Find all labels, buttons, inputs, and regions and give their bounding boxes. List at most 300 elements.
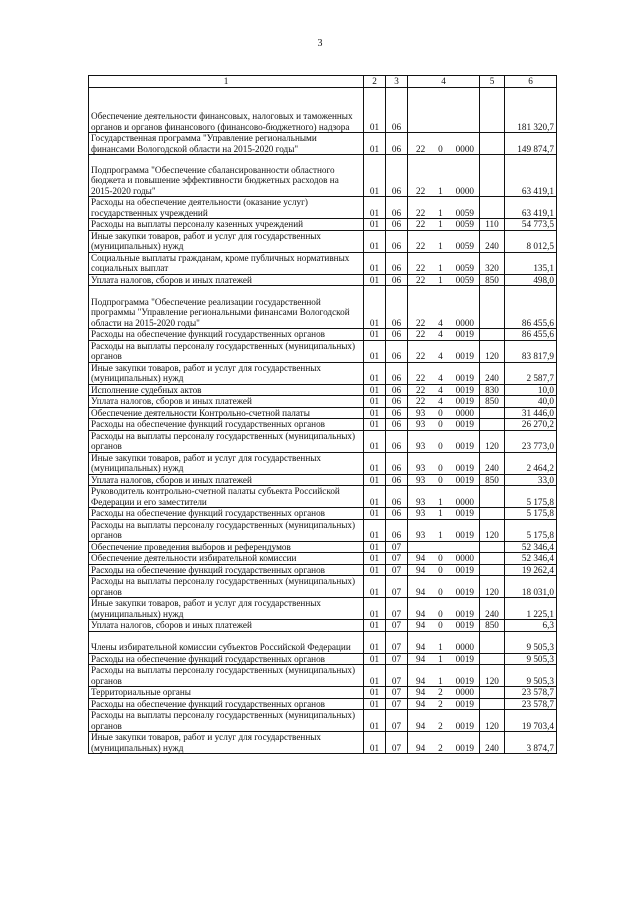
table-row [89, 340, 557, 362]
row-section-code: 01 [364, 553, 386, 565]
target-direction-code: 0000 [455, 317, 474, 328]
target-program-code: 22 [416, 185, 426, 196]
table-row [89, 396, 557, 408]
row-name: Государственная программа "Управление региональными финансами Вологодской области на 2015-2020 годы" [89, 133, 364, 155]
row-expense-type-code [480, 419, 505, 431]
row-expense-type-code [480, 553, 505, 565]
row-subsection-code: 06 [386, 88, 408, 133]
target-direction-code: 0019 [455, 720, 474, 731]
row-expense-type-code: 120 [480, 340, 505, 362]
target-program-code: 22 [416, 219, 426, 229]
row-section-code: 01 [364, 430, 386, 452]
table-row [89, 362, 557, 384]
row-name: Иные закупки товаров, работ и услуг для государственных (муниципальных) нужд [89, 362, 364, 384]
row-section-code: 01 [364, 329, 386, 341]
row-target-article [408, 631, 480, 653]
row-subsection-code: 06 [386, 286, 408, 329]
row-subsection-code: 06 [386, 486, 408, 508]
target-subprogram-code: 2 [438, 742, 443, 753]
row-name: Иные закупки товаров, работ и услуг для государственных (муниципальных) нужд [89, 452, 364, 474]
target-program-code: 93 [416, 508, 426, 518]
target-direction-code: 0059 [455, 263, 474, 273]
target-subprogram-code: 2 [438, 698, 443, 709]
target-direction-code: 0019 [455, 564, 474, 575]
row-target-article [408, 564, 480, 576]
target-program-code: 94 [416, 642, 426, 652]
row-expense-type-code [480, 155, 505, 197]
target-program-code: 94 [416, 687, 426, 697]
row-subsection-code: 06 [386, 384, 408, 396]
table-row [89, 230, 557, 252]
row-section-code: 01 [364, 631, 386, 653]
row-name: Территориальные органы [89, 687, 364, 699]
row-subsection-code: 06 [386, 474, 408, 486]
row-target-article [408, 486, 480, 508]
row-expense-type-code [480, 541, 505, 553]
row-expense-type-code [480, 407, 505, 419]
table-row [89, 710, 557, 732]
row-name: Исполнение судебных актов [89, 384, 364, 396]
row-target-article [408, 687, 480, 699]
target-program-code: 93 [416, 407, 426, 418]
row-name: Расходы на обеспечение функций государственных органов [89, 653, 364, 665]
row-amount: 63 419,1 [505, 155, 557, 197]
target-subprogram-code: 2 [438, 687, 443, 697]
target-direction-code: 0019 [455, 653, 474, 664]
row-subsection-code: 06 [386, 452, 408, 474]
target-subprogram-code: 0 [438, 586, 443, 597]
table-row [89, 564, 557, 576]
target-direction-code: 0000 [455, 642, 474, 652]
row-expense-type-code: 120 [480, 665, 505, 687]
row-section-code: 01 [364, 452, 386, 474]
row-section-code: 01 [364, 407, 386, 419]
row-subsection-code: 07 [386, 553, 408, 565]
table-row [89, 687, 557, 699]
target-program-code: 93 [416, 419, 426, 429]
table-row [89, 133, 557, 155]
row-name: Расходы на обеспечение функций государственных органов [89, 508, 364, 520]
row-amount: 54 773,5 [505, 219, 557, 231]
row-name: Подпрограмма "Обеспечение сбалансированности областного бюджета и повышение эффективности бюджетных расходов на 2015-2020 годы" [89, 155, 364, 197]
table-row [89, 732, 557, 754]
target-subprogram-code: 0 [438, 419, 443, 429]
row-amount: 19 703,4 [505, 710, 557, 732]
target-program-code: 94 [416, 608, 426, 619]
target-direction-code: 0000 [455, 185, 474, 196]
target-direction-code: 0019 [455, 620, 474, 630]
target-subprogram-code: 1 [438, 642, 443, 652]
target-direction-code: 0000 [455, 496, 474, 507]
row-section-code: 01 [364, 219, 386, 231]
target-program-code: 94 [416, 653, 426, 664]
row-amount: 1 225,1 [505, 598, 557, 620]
row-amount: 23 578,7 [505, 687, 557, 699]
row-amount: 52 346,4 [505, 553, 557, 565]
row-section-code: 01 [364, 732, 386, 754]
row-section-code: 01 [364, 519, 386, 541]
target-subprogram-code: 0 [438, 143, 443, 154]
row-name: Расходы на обеспечение функций государственных органов [89, 564, 364, 576]
row-section-code: 01 [364, 598, 386, 620]
row-subsection-code: 06 [386, 274, 408, 286]
row-subsection-code: 06 [386, 219, 408, 231]
target-subprogram-code: 0 [438, 407, 443, 418]
row-subsection-code: 07 [386, 665, 408, 687]
target-subprogram-code: 0 [438, 608, 443, 619]
row-subsection-code: 07 [386, 698, 408, 710]
row-target-article [408, 197, 480, 219]
row-amount: 23 773,0 [505, 430, 557, 452]
header-col-amount: 6 [505, 76, 557, 88]
target-program-code: 22 [416, 396, 426, 406]
row-name: Иные закупки товаров, работ и услуг для государственных (муниципальных) нужд [89, 732, 364, 754]
row-target-article [408, 286, 480, 329]
target-program-code: 94 [416, 698, 426, 709]
row-expense-type-code: 120 [480, 519, 505, 541]
target-direction-code: 0019 [455, 396, 474, 406]
target-direction-code: 0019 [455, 419, 474, 429]
row-section-code: 01 [364, 230, 386, 252]
row-name: Уплата налогов, сборов и иных платежей [89, 396, 364, 408]
row-expense-type-code [480, 329, 505, 341]
table-row [89, 486, 557, 508]
row-section-code: 01 [364, 274, 386, 286]
table-row [89, 576, 557, 598]
row-amount: 26 270,2 [505, 419, 557, 431]
row-target-article [408, 519, 480, 541]
table-row [89, 508, 557, 520]
row-name: Расходы на выплаты персоналу государственных (муниципальных) органов [89, 576, 364, 598]
row-amount: 40,0 [505, 396, 557, 408]
target-program-code: 93 [416, 463, 426, 473]
row-name: Расходы на обеспечение деятельности (оказание услуг) государственных учреждений [89, 197, 364, 219]
row-expense-type-code: 850 [480, 474, 505, 486]
target-program-code: 22 [416, 263, 426, 273]
row-target-article [408, 653, 480, 665]
row-name: Иные закупки товаров, работ и услуг для государственных (муниципальных) нужд [89, 598, 364, 620]
target-program-code: 22 [416, 329, 426, 339]
row-expense-type-code: 240 [480, 362, 505, 384]
target-program-code: 94 [416, 564, 426, 575]
row-amount: 149 874,7 [505, 133, 557, 155]
table-row [89, 155, 557, 197]
target-subprogram-code: 1 [438, 508, 443, 518]
target-program-code: 93 [416, 530, 426, 540]
row-subsection-code: 06 [386, 252, 408, 274]
target-direction-code: 0019 [455, 742, 474, 753]
target-direction-code: 0019 [455, 530, 474, 540]
row-expense-type-code [480, 286, 505, 329]
row-target-article [408, 396, 480, 408]
row-amount: 135,1 [505, 252, 557, 274]
target-subprogram-code: 0 [438, 553, 443, 563]
target-subprogram-code: 1 [438, 675, 443, 686]
table-row [89, 553, 557, 565]
row-name: Обеспечение деятельности избирательной комиссии [89, 553, 364, 565]
target-subprogram-code: 1 [438, 530, 443, 540]
row-target-article [408, 732, 480, 754]
row-name: Расходы на выплаты персоналу государственных (муниципальных) органов [89, 340, 364, 362]
row-target-article [408, 541, 480, 553]
row-target-article [408, 252, 480, 274]
row-target-article [408, 553, 480, 565]
row-target-article [408, 340, 480, 362]
row-target-article [408, 474, 480, 486]
row-section-code: 01 [364, 653, 386, 665]
row-target-article [408, 407, 480, 419]
row-subsection-code: 07 [386, 631, 408, 653]
target-direction-code: 0019 [455, 329, 474, 339]
row-amount: 5 175,8 [505, 508, 557, 520]
target-subprogram-code: 1 [438, 219, 443, 229]
row-expense-type-code [480, 564, 505, 576]
target-direction-code: 0059 [455, 207, 474, 218]
row-expense-type-code: 240 [480, 732, 505, 754]
target-program-code: 22 [416, 143, 426, 154]
row-target-article [408, 88, 480, 133]
header-col-subsection: 3 [386, 76, 408, 88]
table-row [89, 665, 557, 687]
target-program-code: 22 [416, 373, 426, 383]
table-row [89, 519, 557, 541]
target-direction-code: 0019 [455, 463, 474, 473]
row-name: Расходы на выплаты персоналу казенных учреждений [89, 219, 364, 231]
row-name: Уплата налогов, сборов и иных платежей [89, 474, 364, 486]
target-subprogram-code: 1 [438, 263, 443, 273]
row-subsection-code: 07 [386, 598, 408, 620]
target-subprogram-code: 0 [438, 620, 443, 630]
table-row [89, 541, 557, 553]
row-subsection-code: 07 [386, 576, 408, 598]
target-subprogram-code: 0 [438, 564, 443, 575]
row-section-code: 01 [364, 396, 386, 408]
row-amount: 498,0 [505, 274, 557, 286]
row-amount: 9 505,3 [505, 653, 557, 665]
row-amount: 86 455,6 [505, 329, 557, 341]
row-name: Социальные выплаты гражданам, кроме публичных нормативных социальных выплат [89, 252, 364, 274]
row-amount: 52 346,4 [505, 541, 557, 553]
target-program-code: 93 [416, 496, 426, 507]
table-row [89, 698, 557, 710]
row-expense-type-code [480, 133, 505, 155]
row-section-code: 01 [364, 541, 386, 553]
row-subsection-code: 06 [386, 362, 408, 384]
target-direction-code: 0000 [455, 143, 474, 154]
row-amount: 23 578,7 [505, 698, 557, 710]
target-direction-code: 0019 [455, 441, 474, 451]
row-target-article [408, 384, 480, 396]
row-target-article [408, 329, 480, 341]
row-section-code: 01 [364, 508, 386, 520]
row-expense-type-code: 120 [480, 576, 505, 598]
target-direction-code: 0059 [455, 241, 474, 251]
target-subprogram-code: 4 [438, 373, 443, 383]
row-target-article [408, 274, 480, 286]
target-direction-code: 0059 [455, 219, 474, 229]
row-section-code: 01 [364, 155, 386, 197]
header-col-target-article: 4 [408, 76, 480, 88]
target-subprogram-code: 1 [438, 207, 443, 218]
table-row [89, 430, 557, 452]
table-row [89, 598, 557, 620]
row-amount: 18 031,0 [505, 576, 557, 598]
row-subsection-code: 07 [386, 710, 408, 732]
target-program-code: 22 [416, 317, 426, 328]
row-section-code: 01 [364, 384, 386, 396]
row-name: Иные закупки товаров, работ и услуг для государственных (муниципальных) нужд [89, 230, 364, 252]
row-subsection-code: 07 [386, 687, 408, 699]
row-name: Подпрограмма "Обеспечение реализации государственной программы "Управление региональными финансами Вологодской области на 2015-2020 годы" [89, 286, 364, 329]
table-body [89, 88, 557, 754]
row-name: Обеспечение деятельности Контрольно-счетной палаты [89, 407, 364, 419]
target-direction-code: 0019 [455, 384, 474, 395]
row-expense-type-code: 320 [480, 252, 505, 274]
row-expense-type-code: 850 [480, 620, 505, 632]
row-expense-type-code: 240 [480, 598, 505, 620]
target-direction-code: 0019 [455, 351, 474, 361]
row-expense-type-code [480, 486, 505, 508]
target-program-code: 22 [416, 207, 426, 218]
row-amount: 33,0 [505, 474, 557, 486]
row-subsection-code: 06 [386, 197, 408, 219]
target-program-code: 93 [416, 441, 426, 451]
row-expense-type-code: 240 [480, 230, 505, 252]
row-expense-type-code [480, 687, 505, 699]
row-target-article [408, 576, 480, 598]
row-name: Расходы на выплаты персоналу государственных (муниципальных) органов [89, 665, 364, 687]
row-section-code: 01 [364, 340, 386, 362]
row-subsection-code: 07 [386, 620, 408, 632]
target-program-code: 94 [416, 620, 426, 630]
row-subsection-code: 06 [386, 396, 408, 408]
row-target-article [408, 508, 480, 520]
target-program-code: 94 [416, 720, 426, 731]
row-target-article [408, 710, 480, 732]
row-amount: 6,3 [505, 620, 557, 632]
row-amount: 10,0 [505, 384, 557, 396]
row-amount: 9 505,3 [505, 631, 557, 653]
row-expense-type-code: 850 [480, 396, 505, 408]
table-row [89, 407, 557, 419]
target-direction-code: 0019 [455, 675, 474, 686]
row-expense-type-code: 240 [480, 452, 505, 474]
table-row [89, 474, 557, 486]
table-row [89, 88, 557, 133]
row-subsection-code: 07 [386, 653, 408, 665]
row-name: Расходы на выплаты персоналу государственных (муниципальных) органов [89, 519, 364, 541]
row-expense-type-code [480, 631, 505, 653]
target-program-code: 94 [416, 553, 426, 563]
target-subprogram-code: 0 [438, 463, 443, 473]
row-name: Обеспечение проведения выборов и референдумов [89, 541, 364, 553]
table-row [89, 197, 557, 219]
row-expense-type-code [480, 88, 505, 133]
row-expense-type-code [480, 698, 505, 710]
row-section-code: 01 [364, 252, 386, 274]
target-direction-code: 0000 [455, 687, 474, 697]
row-expense-type-code: 830 [480, 384, 505, 396]
header-row [89, 76, 557, 88]
target-subprogram-code: 0 [438, 441, 443, 451]
target-subprogram-code: 0 [438, 474, 443, 485]
target-subprogram-code: 4 [438, 317, 443, 328]
row-section-code: 01 [364, 419, 386, 431]
target-program-code: 22 [416, 384, 426, 395]
target-direction-code: 0059 [455, 274, 474, 285]
target-direction-code: 0000 [455, 553, 474, 563]
row-name: Расходы на выплаты персоналу государственных (муниципальных) органов [89, 710, 364, 732]
row-name: Расходы на обеспечение функций государственных органов [89, 419, 364, 431]
row-subsection-code: 06 [386, 519, 408, 541]
row-section-code: 01 [364, 620, 386, 632]
row-name: Расходы на обеспечение функций государственных органов [89, 329, 364, 341]
row-target-article [408, 419, 480, 431]
row-amount: 5 175,8 [505, 519, 557, 541]
row-section-code: 01 [364, 710, 386, 732]
row-expense-type-code [480, 197, 505, 219]
row-name: Уплата налогов, сборов и иных платежей [89, 274, 364, 286]
row-amount: 5 175,8 [505, 486, 557, 508]
target-subprogram-code: 1 [438, 653, 443, 664]
table-row [89, 384, 557, 396]
row-expense-type-code: 850 [480, 274, 505, 286]
row-section-code: 01 [364, 88, 386, 133]
target-direction-code: 0019 [455, 608, 474, 619]
row-section-code: 01 [364, 474, 386, 486]
row-amount: 86 455,6 [505, 286, 557, 329]
row-subsection-code: 06 [386, 329, 408, 341]
target-direction-code: 0000 [455, 407, 474, 418]
row-amount: 9 505,3 [505, 665, 557, 687]
header-col-section: 2 [364, 76, 386, 88]
row-expense-type-code: 120 [480, 710, 505, 732]
row-amount: 31 446,0 [505, 407, 557, 419]
target-subprogram-code: 1 [438, 185, 443, 196]
table-row [89, 419, 557, 431]
row-section-code: 01 [364, 698, 386, 710]
row-subsection-code: 06 [386, 133, 408, 155]
row-section-code: 01 [364, 362, 386, 384]
row-amount: 181 320,7 [505, 88, 557, 133]
target-direction-code: 0019 [455, 698, 474, 709]
row-amount: 2 464,2 [505, 452, 557, 474]
row-section-code: 01 [364, 564, 386, 576]
target-program-code: 22 [416, 274, 426, 285]
row-subsection-code: 07 [386, 732, 408, 754]
row-target-article [408, 219, 480, 231]
target-subprogram-code: 4 [438, 351, 443, 361]
table-row [89, 329, 557, 341]
row-subsection-code: 06 [386, 508, 408, 520]
row-expense-type-code: 110 [480, 219, 505, 231]
row-name: Расходы на выплаты персоналу государственных (муниципальных) органов [89, 430, 364, 452]
row-target-article [408, 598, 480, 620]
target-program-code: 94 [416, 586, 426, 597]
row-target-article [408, 430, 480, 452]
row-section-code: 01 [364, 486, 386, 508]
row-target-article [408, 452, 480, 474]
target-subprogram-code: 1 [438, 496, 443, 507]
row-target-article [408, 133, 480, 155]
table-row [89, 286, 557, 329]
row-amount: 83 817,9 [505, 340, 557, 362]
row-name: Уплата налогов, сборов и иных платежей [89, 620, 364, 632]
row-name: Руководитель контрольно-счетной палаты субъекта Российской Федерации и его заместители [89, 486, 364, 508]
row-target-article [408, 698, 480, 710]
target-direction-code: 0019 [455, 474, 474, 485]
target-program-code: 22 [416, 241, 426, 251]
